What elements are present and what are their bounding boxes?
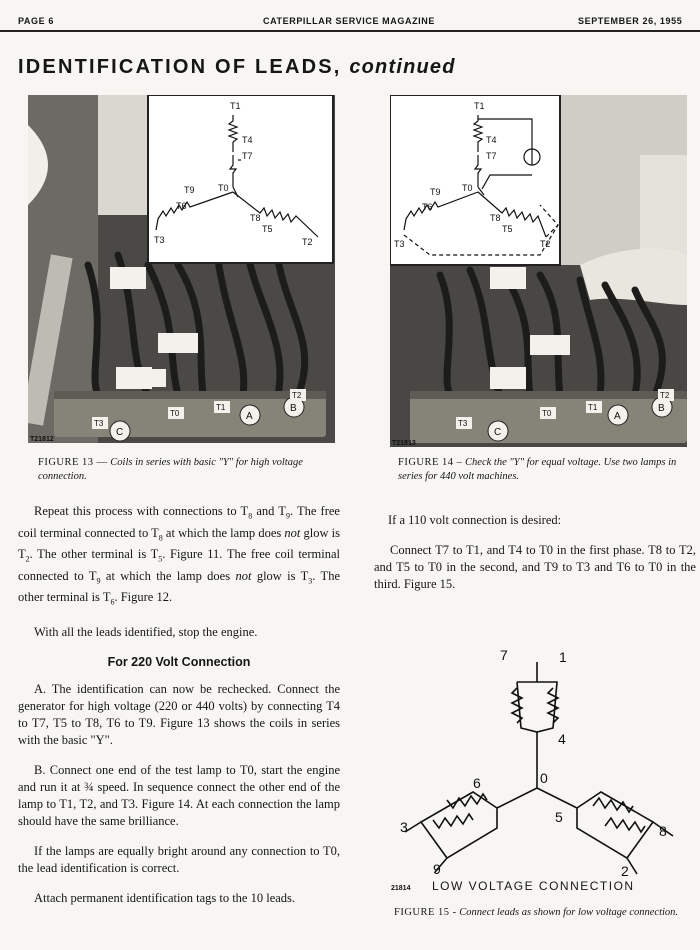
fig13-tag-t3: T3 xyxy=(94,419,104,428)
figure-15-caption xyxy=(394,906,684,920)
issue-date: SEPTEMBER 26, 1955 xyxy=(578,16,683,26)
fig13-tag-t2: T2 xyxy=(292,391,302,400)
figure-13-caption xyxy=(38,456,328,484)
fig15-node-9: 9 xyxy=(433,861,441,877)
fig15-node-3: 3 xyxy=(400,819,408,835)
title-continued: continued xyxy=(349,56,456,78)
figure-14-caption xyxy=(398,456,682,484)
fig14-label-t6: T6 xyxy=(422,202,433,212)
fig13-tag-t0: T0 xyxy=(170,409,180,418)
figure-15-code: 21814 xyxy=(391,885,411,892)
figure-13-photo xyxy=(28,95,335,443)
fig14-tag-t1: T1 xyxy=(588,403,598,412)
fig15-node-1: 1 xyxy=(559,649,567,665)
fig15-node-5: 5 xyxy=(555,809,563,825)
fig14-terminal-a: A xyxy=(614,411,621,422)
paragraph-stop-engine: With all the leads identified, stop the engine. xyxy=(34,624,258,639)
fig13-tag-t1: T1 xyxy=(216,403,226,412)
right-column xyxy=(374,512,696,606)
fig13-terminal-b: B xyxy=(290,403,297,414)
fig14-label-t1: T1 xyxy=(474,101,485,111)
fig13-label-t9: T9 xyxy=(184,185,195,195)
figure-14-code: T21813 xyxy=(392,440,416,447)
fig14-label-t3: T3 xyxy=(394,239,405,249)
fig13-label-t8: T8 xyxy=(250,213,261,223)
figure-13-code: T21812 xyxy=(30,436,54,443)
figure-13-caption-label: FIGURE 13 — xyxy=(38,457,108,468)
subheading-220-volt: For 220 Volt Connection xyxy=(107,654,251,669)
fig13-label-t0: T0 xyxy=(218,183,229,193)
paragraph-lamps-bright: If the lamps are equally bright around any connection to T0, the lead identification is correct. xyxy=(18,843,340,875)
paragraph-connect-phases: Connect T7 to T1, and T4 to T0 in the first phase. T8 to T2, and T5 to T0 in the second, and T9 to T3 and T6 to T0 in the third. Figure 15. xyxy=(374,543,696,591)
figure-15-caption-label: FIGURE 15 - xyxy=(394,907,457,918)
fig14-label-t9: T9 xyxy=(430,187,441,197)
fig13-terminal-c: C xyxy=(116,427,124,438)
figure-15-caption-text: Connect leads as shown for low voltage connection. xyxy=(459,907,679,918)
page-title xyxy=(18,56,456,79)
fig13-label-t7: T7 xyxy=(242,151,253,161)
paragraph-110-volt: If a 110 volt connection is desired: xyxy=(388,513,562,527)
fig14-label-t0: T0 xyxy=(462,183,473,193)
fig14-terminal-c: C xyxy=(494,427,502,438)
figure-13-caption-text: Coils in series with basic "Y" for high voltage connection. xyxy=(38,457,303,482)
fig14-label-t5: T5 xyxy=(502,224,513,234)
fig13-label-t6: T6 xyxy=(176,201,187,211)
fig14-tag-t0: T0 xyxy=(542,409,552,418)
left-column xyxy=(18,503,340,920)
fig14-label-t2: T2 xyxy=(540,239,551,249)
paragraph-attach-tags: Attach permanent identification tags to the 10 leads. xyxy=(34,890,296,905)
fig14-label-t8: T8 xyxy=(490,213,501,223)
figure-15-diagram xyxy=(385,640,685,895)
fig15-node-0: 0 xyxy=(540,770,548,786)
page-header xyxy=(0,0,700,32)
fig13-label-t3: T3 xyxy=(154,235,165,245)
fig14-tag-t3: T3 xyxy=(458,419,468,428)
fig14-tag-t2: T2 xyxy=(660,391,670,400)
magazine-name: CATERPILLAR SERVICE MAGAZINE xyxy=(263,16,435,26)
fig15-node-8: 8 xyxy=(659,823,667,839)
paragraph-step-b: B. Connect one end of the test lamp to T0, start the engine and run it at ¾ speed. In sequence connect the other end of the lamp to T1, T2, and T3. Figure 14. At each connection the lamp should have the same brilliance. xyxy=(18,762,340,828)
fig15-node-4: 4 xyxy=(558,731,566,747)
title-main: IDENTIFICATION OF LEADS, xyxy=(18,56,342,78)
fig13-label-t2: T2 xyxy=(302,237,313,247)
fig13-label-t5: T5 xyxy=(262,224,273,234)
fig13-terminal-a: A xyxy=(246,411,253,422)
figure-15-diagram-title: LOW VOLTAGE CONNECTION xyxy=(432,879,635,893)
figure-14-caption-text: Check the "Y" for equal voltage. Use two lamps in series for 440 volt machines. xyxy=(398,457,677,482)
fig15-node-7: 7 xyxy=(500,647,508,663)
figure-14-photo xyxy=(390,95,687,447)
fig15-node-6: 6 xyxy=(473,775,481,791)
paragraph-repeat-process: Repeat this process with connections to $T_8$ and $T_9$. The free coil terminal connected to $T_8$ at which the lamp does not glow is $T_2$. The other terminal is $T_5$. Figure 11. The free coil terminal connected to $T_9$ at which the lamp does not glow is $T_3$. The other terminal is $T_6$. Figure 12. xyxy=(18,504,340,607)
figure-14-caption-label: FIGURE 14 – xyxy=(398,457,463,468)
page-number: PAGE 6 xyxy=(18,16,54,26)
fig13-label-t1: T1 xyxy=(230,101,241,111)
fig14-label-t7: T7 xyxy=(486,151,497,161)
fig14-terminal-b: B xyxy=(658,403,665,414)
paragraph-step-a: A. The identification can now be rechecked. Connect the generator for high voltage (220 or 440 volts) by connecting T4 to T7, T5 to T8, T6 to T9. Figure 13 shows the coils in series with the basic "Y". xyxy=(18,681,340,747)
fig13-label-t4: T4 xyxy=(242,135,253,145)
fig14-label-t4: T4 xyxy=(486,135,497,145)
fig15-node-2: 2 xyxy=(621,863,629,879)
